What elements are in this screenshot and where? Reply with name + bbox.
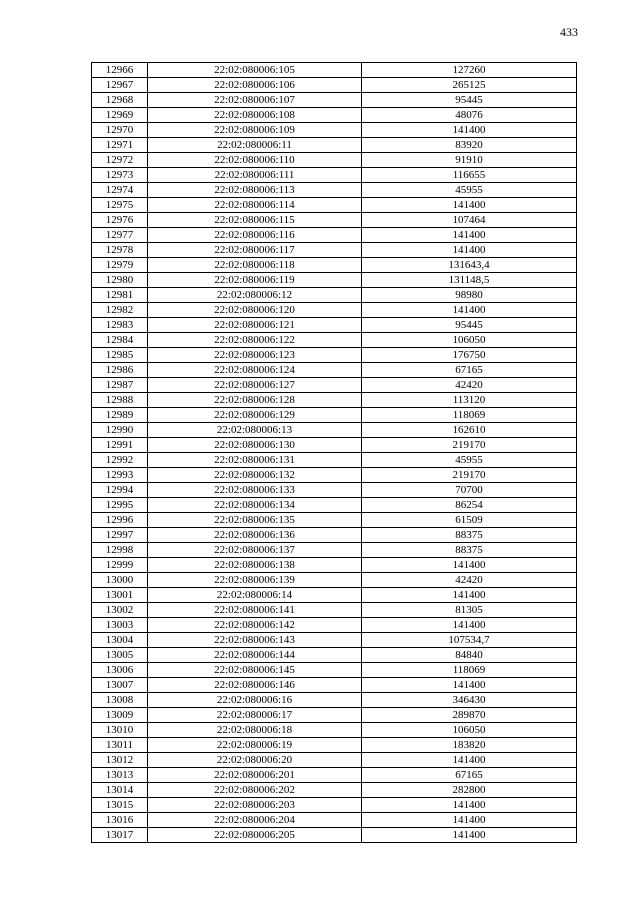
value-cell: 127260 xyxy=(362,63,577,78)
value-cell: 70700 xyxy=(362,483,577,498)
row-number-cell: 12972 xyxy=(92,153,148,168)
row-number-cell: 13012 xyxy=(92,753,148,768)
table-row xyxy=(92,543,577,558)
table-row xyxy=(92,63,577,78)
cadastral-number-cell: 22:02:080006:19 xyxy=(148,738,362,753)
value-cell: 106050 xyxy=(362,333,577,348)
value-cell: 81305 xyxy=(362,603,577,618)
row-number-cell: 12966 xyxy=(92,63,148,78)
value-cell: 91910 xyxy=(362,153,577,168)
value-cell: 219170 xyxy=(362,468,577,483)
row-number-cell: 13017 xyxy=(92,828,148,843)
table-row xyxy=(92,153,577,168)
value-cell: 107464 xyxy=(362,213,577,228)
cadastral-number-cell: 22:02:080006:201 xyxy=(148,768,362,783)
row-number-cell: 12995 xyxy=(92,498,148,513)
cadastral-number-cell: 22:02:080006:110 xyxy=(148,153,362,168)
table-row xyxy=(92,498,577,513)
row-number-cell: 12970 xyxy=(92,123,148,138)
cadastral-number-cell: 22:02:080006:123 xyxy=(148,348,362,363)
table-row xyxy=(92,318,577,333)
row-number-cell: 12977 xyxy=(92,228,148,243)
cadastral-number-cell: 22:02:080006:204 xyxy=(148,813,362,828)
table-row xyxy=(92,378,577,393)
row-number-cell: 12992 xyxy=(92,453,148,468)
value-cell: 42420 xyxy=(362,378,577,393)
table-row xyxy=(92,528,577,543)
cadastral-number-cell: 22:02:080006:131 xyxy=(148,453,362,468)
value-cell: 131643,4 xyxy=(362,258,577,273)
value-cell: 95445 xyxy=(362,93,577,108)
value-cell: 86254 xyxy=(362,498,577,513)
table-row xyxy=(92,108,577,123)
row-number-cell: 12971 xyxy=(92,138,148,153)
row-number-cell: 13014 xyxy=(92,783,148,798)
cadastral-number-cell: 22:02:080006:138 xyxy=(148,558,362,573)
row-number-cell: 13015 xyxy=(92,798,148,813)
table-row xyxy=(92,723,577,738)
table-row xyxy=(92,678,577,693)
table-row xyxy=(92,243,577,258)
row-number-cell: 13009 xyxy=(92,708,148,723)
cadastral-number-cell: 22:02:080006:124 xyxy=(148,363,362,378)
table-row xyxy=(92,213,577,228)
cadastral-number-cell: 22:02:080006:115 xyxy=(148,213,362,228)
row-number-cell: 12997 xyxy=(92,528,148,543)
cadastral-number-cell: 22:02:080006:114 xyxy=(148,198,362,213)
row-number-cell: 12999 xyxy=(92,558,148,573)
table-row xyxy=(92,768,577,783)
table-row xyxy=(92,363,577,378)
cadastral-number-cell: 22:02:080006:132 xyxy=(148,468,362,483)
cadastral-number-cell: 22:02:080006:134 xyxy=(148,498,362,513)
table-row xyxy=(92,273,577,288)
value-cell: 95445 xyxy=(362,318,577,333)
table-row xyxy=(92,78,577,93)
cadastral-number-cell: 22:02:080006:118 xyxy=(148,258,362,273)
row-number-cell: 12973 xyxy=(92,168,148,183)
row-number-cell: 13008 xyxy=(92,693,148,708)
value-cell: 118069 xyxy=(362,663,577,678)
cadastral-number-cell: 22:02:080006:129 xyxy=(148,408,362,423)
value-cell: 118069 xyxy=(362,408,577,423)
table-row xyxy=(92,783,577,798)
cadastral-number-cell: 22:02:080006:121 xyxy=(148,318,362,333)
value-cell: 45955 xyxy=(362,183,577,198)
table-row xyxy=(92,348,577,363)
cadastral-number-cell: 22:02:080006:117 xyxy=(148,243,362,258)
value-cell: 183820 xyxy=(362,738,577,753)
cadastral-number-cell: 22:02:080006:143 xyxy=(148,633,362,648)
value-cell: 162610 xyxy=(362,423,577,438)
row-number-cell: 13007 xyxy=(92,678,148,693)
table-row xyxy=(92,138,577,153)
cadastral-number-cell: 22:02:080006:120 xyxy=(148,303,362,318)
cadastral-number-cell: 22:02:080006:119 xyxy=(148,273,362,288)
value-cell: 107534,7 xyxy=(362,633,577,648)
cadastral-number-cell: 22:02:080006:142 xyxy=(148,618,362,633)
cadastral-value-table xyxy=(91,62,577,843)
cadastral-number-cell: 22:02:080006:135 xyxy=(148,513,362,528)
cadastral-number-cell: 22:02:080006:107 xyxy=(148,93,362,108)
table-row xyxy=(92,648,577,663)
row-number-cell: 12993 xyxy=(92,468,148,483)
table-row xyxy=(92,483,577,498)
value-cell: 265125 xyxy=(362,78,577,93)
row-number-cell: 13004 xyxy=(92,633,148,648)
value-cell: 282800 xyxy=(362,783,577,798)
cadastral-number-cell: 22:02:080006:116 xyxy=(148,228,362,243)
value-cell: 67165 xyxy=(362,363,577,378)
row-number-cell: 13002 xyxy=(92,603,148,618)
cadastral-number-cell: 22:02:080006:106 xyxy=(148,78,362,93)
cadastral-number-cell: 22:02:080006:18 xyxy=(148,723,362,738)
row-number-cell: 12983 xyxy=(92,318,148,333)
value-cell: 141400 xyxy=(362,123,577,138)
table-row xyxy=(92,513,577,528)
value-cell: 88375 xyxy=(362,543,577,558)
value-cell: 141400 xyxy=(362,618,577,633)
value-cell: 88375 xyxy=(362,528,577,543)
page-number: 433 xyxy=(560,25,578,39)
table-row xyxy=(92,813,577,828)
table-row xyxy=(92,393,577,408)
cadastral-number-cell: 22:02:080006:146 xyxy=(148,678,362,693)
row-number-cell: 13000 xyxy=(92,573,148,588)
row-number-cell: 12979 xyxy=(92,258,148,273)
cadastral-number-cell: 22:02:080006:111 xyxy=(148,168,362,183)
cadastral-number-cell: 22:02:080006:205 xyxy=(148,828,362,843)
row-number-cell: 13010 xyxy=(92,723,148,738)
table-row xyxy=(92,408,577,423)
row-number-cell: 12986 xyxy=(92,363,148,378)
cadastral-number-cell: 22:02:080006:141 xyxy=(148,603,362,618)
value-cell: 176750 xyxy=(362,348,577,363)
value-cell: 141400 xyxy=(362,303,577,318)
value-cell: 84840 xyxy=(362,648,577,663)
value-cell: 219170 xyxy=(362,438,577,453)
cadastral-number-cell: 22:02:080006:133 xyxy=(148,483,362,498)
cadastral-number-cell: 22:02:080006:136 xyxy=(148,528,362,543)
cadastral-number-cell: 22:02:080006:202 xyxy=(148,783,362,798)
row-number-cell: 13013 xyxy=(92,768,148,783)
row-number-cell: 12988 xyxy=(92,393,148,408)
value-cell: 67165 xyxy=(362,768,577,783)
row-number-cell: 13011 xyxy=(92,738,148,753)
cadastral-number-cell: 22:02:080006:11 xyxy=(148,138,362,153)
value-cell: 113120 xyxy=(362,393,577,408)
table-row xyxy=(92,753,577,768)
row-number-cell: 13016 xyxy=(92,813,148,828)
row-number-cell: 12967 xyxy=(92,78,148,93)
value-cell: 141400 xyxy=(362,813,577,828)
table-row xyxy=(92,228,577,243)
value-cell: 45955 xyxy=(362,453,577,468)
row-number-cell: 12994 xyxy=(92,483,148,498)
row-number-cell: 12991 xyxy=(92,438,148,453)
row-number-cell: 12974 xyxy=(92,183,148,198)
row-number-cell: 12996 xyxy=(92,513,148,528)
table-row xyxy=(92,603,577,618)
value-cell: 346430 xyxy=(362,693,577,708)
table-row xyxy=(92,828,577,843)
table-row xyxy=(92,303,577,318)
table-row xyxy=(92,453,577,468)
cadastral-number-cell: 22:02:080006:127 xyxy=(148,378,362,393)
value-cell: 289870 xyxy=(362,708,577,723)
row-number-cell: 12985 xyxy=(92,348,148,363)
cadastral-number-cell: 22:02:080006:12 xyxy=(148,288,362,303)
table-row xyxy=(92,183,577,198)
value-cell: 141400 xyxy=(362,678,577,693)
cadastral-number-cell: 22:02:080006:122 xyxy=(148,333,362,348)
row-number-cell: 12982 xyxy=(92,303,148,318)
value-cell: 141400 xyxy=(362,228,577,243)
table-row xyxy=(92,168,577,183)
table-row xyxy=(92,93,577,108)
table-row xyxy=(92,468,577,483)
row-number-cell: 12987 xyxy=(92,378,148,393)
row-number-cell: 12998 xyxy=(92,543,148,558)
value-cell: 141400 xyxy=(362,798,577,813)
cadastral-number-cell: 22:02:080006:16 xyxy=(148,693,362,708)
value-cell: 48076 xyxy=(362,108,577,123)
value-cell: 141400 xyxy=(362,753,577,768)
cadastral-number-cell: 22:02:080006:14 xyxy=(148,588,362,603)
row-number-cell: 12984 xyxy=(92,333,148,348)
row-number-cell: 12990 xyxy=(92,423,148,438)
table-body xyxy=(92,63,577,843)
value-cell: 42420 xyxy=(362,573,577,588)
row-number-cell: 12981 xyxy=(92,288,148,303)
table-row xyxy=(92,288,577,303)
cadastral-number-cell: 22:02:080006:139 xyxy=(148,573,362,588)
table-row xyxy=(92,693,577,708)
row-number-cell: 12975 xyxy=(92,198,148,213)
row-number-cell: 12980 xyxy=(92,273,148,288)
value-cell: 141400 xyxy=(362,828,577,843)
row-number-cell: 12976 xyxy=(92,213,148,228)
table-row xyxy=(92,663,577,678)
table-row xyxy=(92,123,577,138)
row-number-cell: 12968 xyxy=(92,93,148,108)
row-number-cell: 12989 xyxy=(92,408,148,423)
cadastral-number-cell: 22:02:080006:130 xyxy=(148,438,362,453)
cadastral-number-cell: 22:02:080006:17 xyxy=(148,708,362,723)
cadastral-number-cell: 22:02:080006:203 xyxy=(148,798,362,813)
cadastral-number-cell: 22:02:080006:137 xyxy=(148,543,362,558)
cadastral-number-cell: 22:02:080006:113 xyxy=(148,183,362,198)
value-cell: 106050 xyxy=(362,723,577,738)
row-number-cell: 12978 xyxy=(92,243,148,258)
table-row xyxy=(92,258,577,273)
value-cell: 141400 xyxy=(362,558,577,573)
cadastral-number-cell: 22:02:080006:109 xyxy=(148,123,362,138)
value-cell: 98980 xyxy=(362,288,577,303)
table-row xyxy=(92,633,577,648)
table-row xyxy=(92,618,577,633)
value-cell: 131148,5 xyxy=(362,273,577,288)
value-cell: 141400 xyxy=(362,588,577,603)
table-row xyxy=(92,423,577,438)
cadastral-number-cell: 22:02:080006:108 xyxy=(148,108,362,123)
row-number-cell: 12969 xyxy=(92,108,148,123)
table-row xyxy=(92,198,577,213)
row-number-cell: 13005 xyxy=(92,648,148,663)
table-row xyxy=(92,738,577,753)
row-number-cell: 13003 xyxy=(92,618,148,633)
table-row xyxy=(92,708,577,723)
cadastral-number-cell: 22:02:080006:145 xyxy=(148,663,362,678)
table-row xyxy=(92,573,577,588)
cadastral-number-cell: 22:02:080006:20 xyxy=(148,753,362,768)
value-cell: 61509 xyxy=(362,513,577,528)
value-cell: 83920 xyxy=(362,138,577,153)
value-cell: 116655 xyxy=(362,168,577,183)
cadastral-number-cell: 22:02:080006:105 xyxy=(148,63,362,78)
cadastral-number-cell: 22:02:080006:128 xyxy=(148,393,362,408)
cadastral-number-cell: 22:02:080006:144 xyxy=(148,648,362,663)
table-row xyxy=(92,588,577,603)
value-cell: 141400 xyxy=(362,243,577,258)
value-cell: 141400 xyxy=(362,198,577,213)
table-row xyxy=(92,333,577,348)
row-number-cell: 13001 xyxy=(92,588,148,603)
table-row xyxy=(92,438,577,453)
row-number-cell: 13006 xyxy=(92,663,148,678)
table-row xyxy=(92,558,577,573)
cadastral-number-cell: 22:02:080006:13 xyxy=(148,423,362,438)
table-row xyxy=(92,798,577,813)
